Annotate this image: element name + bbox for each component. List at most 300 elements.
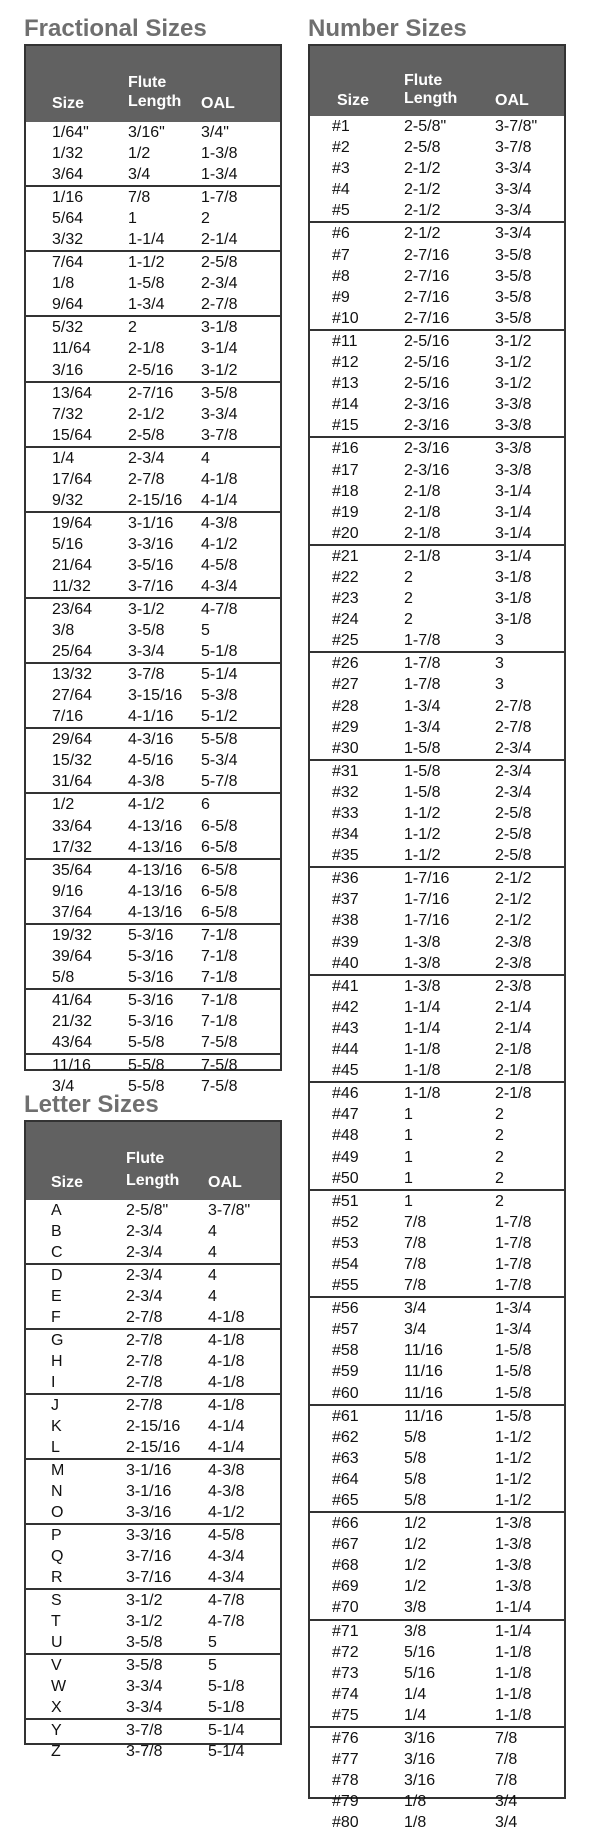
flute-length-cell: 4-5/16 (128, 752, 174, 770)
size-cell: #47 (332, 1106, 359, 1124)
flute-length-cell: 5-3/16 (128, 926, 174, 944)
table-row (310, 1513, 564, 1534)
flute-length-cell: 5/16 (404, 1643, 436, 1661)
flute-length-cell: 3-5/8 (128, 622, 165, 640)
size-cell: 43/64 (52, 1033, 93, 1051)
size-cell: 17/32 (52, 838, 93, 856)
oal-cell: 4-5/8 (208, 1527, 245, 1544)
table-row (26, 1525, 280, 1546)
oal-cell: 3-3/8 (495, 440, 532, 458)
size-cell: Z (51, 1743, 61, 1760)
table-row (26, 1372, 280, 1393)
size-cell: A (51, 1202, 62, 1219)
oal-cell: 3-1/8 (495, 568, 532, 586)
table-row (310, 438, 564, 459)
flute-length-cell: 5-3/16 (128, 968, 174, 986)
oal-cell: 1-7/8 (201, 189, 238, 207)
table-row (26, 1632, 280, 1653)
flute-length-cell: 1-5/8 (404, 762, 441, 780)
oal-cell: 1-7/8 (495, 1277, 532, 1295)
flute-length-cell: 5-3/16 (128, 991, 174, 1009)
flute-length-cell: 2-3/4 (126, 1267, 163, 1284)
flute-length-cell: 3-7/16 (128, 577, 174, 595)
oal-cell: 1-3/4 (495, 1321, 532, 1339)
oal-cell: 2-3/4 (495, 762, 532, 780)
oal-cell: 1-1/2 (495, 1428, 532, 1446)
size-cell: C (51, 1244, 63, 1261)
flute-length-cell: 5/8 (404, 1449, 427, 1467)
table-row (26, 1055, 280, 1076)
table-row (26, 1395, 280, 1416)
table-body (26, 1200, 280, 1762)
table-row (310, 1083, 564, 1104)
row-group (310, 653, 564, 760)
size-cell: #10 (332, 309, 359, 327)
oal-cell: 6-5/8 (201, 861, 238, 879)
flute-length-cell: 2-5/8" (126, 1202, 169, 1219)
table-row (26, 273, 280, 294)
header-flute-line2: Length (126, 1172, 180, 1189)
size-cell: 21/32 (52, 1012, 93, 1030)
table-row (26, 837, 280, 858)
size-cell: #67 (332, 1536, 359, 1554)
table-row (26, 143, 280, 164)
table-row (26, 122, 280, 143)
flute-length-cell: 2-3/4 (128, 449, 165, 467)
table-row (310, 953, 564, 974)
oal-cell: 5 (201, 622, 210, 640)
size-cell: 13/32 (52, 666, 93, 684)
flute-length-cell: 3-15/16 (128, 687, 183, 705)
table-row (310, 1361, 564, 1382)
size-cell: #56 (332, 1300, 359, 1318)
flute-length-cell: 3-3/4 (126, 1678, 163, 1695)
size-cell: #72 (332, 1643, 359, 1661)
table-row (310, 460, 564, 481)
flute-length-cell: 2-7/16 (404, 288, 450, 306)
table-row (310, 630, 564, 651)
oal-cell: 3-3/4 (201, 405, 238, 423)
flute-length-cell: 3-7/8 (126, 1722, 163, 1739)
size-cell: #7 (332, 246, 350, 264)
size-cell: 13/64 (52, 384, 93, 402)
table-row (310, 1254, 564, 1275)
size-cell: H (51, 1353, 63, 1370)
flute-length-cell: 2-5/16 (404, 375, 450, 393)
size-cell: #14 (332, 396, 359, 414)
oal-cell: 3-7/8 (495, 139, 532, 157)
size-cell: 19/64 (52, 514, 93, 532)
table-row (310, 1298, 564, 1319)
flute-length-cell: 4-13/16 (128, 861, 183, 879)
size-cell: 31/64 (52, 773, 93, 791)
table-row (26, 164, 280, 185)
oal-cell: 2 (495, 1169, 504, 1187)
size-cell: 11/64 (52, 340, 91, 358)
oal-cell: 5-1/4 (208, 1743, 245, 1760)
flute-length-cell: 3/4 (128, 166, 151, 184)
table-row (310, 373, 564, 394)
flute-length-cell: 2-1/8 (404, 503, 441, 521)
row-group (26, 990, 280, 1055)
table-row (26, 1676, 280, 1697)
size-cell: F (51, 1309, 61, 1326)
flute-length-cell: 4-13/16 (128, 882, 183, 900)
table-row (310, 266, 564, 287)
row-group (26, 729, 280, 794)
table-row (310, 245, 564, 266)
size-cell: L (51, 1439, 60, 1456)
fractional-sizes-table (24, 44, 282, 1096)
flute-length-cell: 3-3/4 (128, 643, 165, 661)
oal-cell: 1-5/8 (495, 1384, 532, 1402)
size-cell: #43 (332, 1019, 359, 1037)
flute-length-cell: 2-1/8 (128, 340, 165, 358)
size-cell: O (51, 1504, 64, 1521)
table-row (310, 889, 564, 910)
flute-length-cell: 1-3/8 (404, 933, 441, 951)
oal-cell: 6 (201, 796, 210, 814)
flute-length-cell: 2-5/16 (404, 354, 450, 372)
table-row (310, 1060, 564, 1081)
table-row (310, 1340, 564, 1361)
flute-length-cell: 1-3/4 (404, 718, 441, 736)
table-row (310, 997, 564, 1018)
oal-cell: 2-7/8 (495, 697, 532, 715)
flute-length-cell: 3/16" (128, 124, 165, 141)
size-cell: 1/4 (52, 449, 75, 467)
flute-length-cell: 2-7/8 (126, 1332, 163, 1349)
size-cell: #46 (332, 1085, 359, 1103)
size-cell: #11 (332, 332, 358, 350)
size-cell: #74 (332, 1685, 359, 1703)
size-cell: 3/8 (52, 622, 75, 640)
flute-length-cell: 3-7/16 (126, 1569, 172, 1586)
flute-length-cell: 1 (404, 1127, 413, 1145)
size-cell: #40 (332, 954, 359, 972)
flute-length-cell: 7/8 (404, 1255, 427, 1273)
flute-length-cell: 3/4 (404, 1321, 427, 1339)
size-cell: #16 (332, 440, 359, 458)
flute-length-cell: 11/16 (404, 1384, 443, 1402)
row-group (310, 438, 564, 545)
size-cell: #68 (332, 1557, 359, 1575)
size-cell: 7/16 (52, 708, 84, 726)
size-cell: Q (51, 1548, 64, 1565)
size-cell: 7/32 (52, 405, 84, 423)
table-row (310, 1233, 564, 1254)
flute-length-cell: 1-7/16 (404, 891, 450, 909)
table-row (310, 308, 564, 329)
flute-length-cell: 1-1/8 (404, 1085, 441, 1103)
oal-cell: 2-5/8 (495, 805, 532, 822)
header-oal: OAL (495, 92, 529, 109)
table-row (310, 481, 564, 502)
size-cell: J (51, 1397, 59, 1414)
oal-cell: 6-5/8 (201, 882, 238, 900)
flute-length-cell: 5-5/8 (128, 1057, 165, 1075)
table-row (26, 534, 280, 555)
size-cell: 7/64 (52, 254, 84, 272)
size-cell: #4 (332, 181, 350, 199)
size-cell: #25 (332, 632, 359, 650)
header-oal: OAL (201, 95, 235, 112)
flute-length-cell: 2-1/8 (404, 547, 441, 565)
size-cell: #77 (332, 1751, 359, 1769)
oal-cell: 5-1/2 (201, 708, 238, 726)
size-cell: 3/64 (52, 166, 84, 184)
flute-length-cell: 3-3/4 (126, 1699, 163, 1716)
size-cell: #50 (332, 1169, 359, 1187)
size-cell: 3/32 (52, 231, 84, 249)
letter-sizes-table (24, 1120, 282, 1760)
size-cell: D (51, 1267, 63, 1284)
oal-cell: 4-7/8 (201, 601, 238, 619)
oal-cell: 2-5/8 (495, 826, 532, 844)
flute-length-cell: 1-7/16 (404, 912, 450, 930)
size-cell: #3 (332, 160, 350, 178)
oal-cell: 5-3/4 (201, 752, 238, 770)
flute-length-cell: 2-3/16 (404, 440, 450, 458)
flute-length-cell: 2-5/8" (404, 118, 447, 135)
flute-length-cell: 2-1/2 (404, 202, 441, 220)
flute-length-cell: 2-1/2 (404, 160, 441, 178)
flute-length-cell: 3-7/16 (126, 1548, 172, 1565)
flute-length-cell: 5-3/16 (128, 1012, 174, 1030)
size-cell: #51 (332, 1192, 359, 1210)
oal-cell: 2-5/8 (201, 254, 238, 272)
table-row (310, 696, 564, 717)
size-cell: 1/16 (52, 189, 84, 207)
table-row (26, 252, 280, 273)
flute-length-cell: 2-7/16 (128, 384, 174, 402)
row-group (310, 1728, 564, 1833)
size-cell: 9/16 (52, 882, 84, 900)
table-row (26, 294, 280, 315)
flute-length-cell: 3-3/16 (126, 1504, 172, 1521)
flute-length-cell: 2-1/2 (404, 225, 441, 243)
flute-length-cell: 1-1/2 (128, 254, 165, 272)
oal-cell: 3-7/8" (495, 118, 538, 135)
row-group (26, 1655, 280, 1720)
oal-cell: 2-3/8 (495, 933, 532, 951)
table-row (26, 946, 280, 967)
oal-cell: 6-5/8 (201, 817, 238, 835)
table-row (26, 555, 280, 576)
size-cell: 37/64 (52, 903, 93, 921)
oal-cell: 3-1/4 (201, 340, 238, 358)
size-cell: #23 (332, 590, 359, 608)
oal-cell: 3-7/8" (208, 1202, 251, 1219)
table-row (310, 1168, 564, 1189)
oal-cell: 3-1/8 (495, 611, 532, 629)
table-row (310, 609, 564, 630)
oal-cell: 2-7/8 (495, 718, 532, 736)
size-cell: #22 (332, 568, 359, 586)
oal-cell: 2-1/2 (495, 870, 532, 888)
oal-cell: 7-1/8 (201, 947, 238, 965)
table-row (310, 717, 564, 738)
oal-cell: 4-1/8 (201, 470, 238, 488)
table-row (26, 902, 280, 923)
flute-length-cell: 1 (404, 1169, 413, 1187)
size-cell: #24 (332, 611, 359, 629)
oal-cell: 3-1/4 (495, 482, 532, 500)
size-cell: #42 (332, 998, 359, 1016)
size-cell: B (51, 1223, 62, 1240)
letter-title: Letter Sizes (24, 1091, 159, 1118)
flute-length-cell: 2-3/4 (126, 1288, 163, 1305)
size-cell: #8 (332, 267, 350, 285)
row-group (310, 1621, 564, 1728)
table-row (26, 1460, 280, 1481)
oal-cell: 3 (495, 632, 504, 650)
flute-length-cell: 2-3/4 (126, 1223, 163, 1240)
flute-length-cell: 2-7/8 (128, 470, 165, 488)
size-cell: U (51, 1634, 63, 1651)
flute-length-cell: 2-7/8 (126, 1309, 163, 1326)
size-cell: #27 (332, 676, 359, 694)
flute-length-cell: 2-7/16 (404, 309, 450, 327)
flute-length-cell: 2-3/4 (126, 1244, 163, 1261)
flute-length-cell: 11/16 (404, 1363, 443, 1381)
size-cell: W (51, 1678, 67, 1695)
oal-cell: 5-1/8 (208, 1678, 245, 1695)
flute-length-cell: 3/8 (404, 1622, 427, 1640)
row-group (310, 546, 564, 653)
table-row (26, 1437, 280, 1458)
oal-cell: 3-5/8 (495, 288, 532, 306)
row-group (310, 1513, 564, 1620)
oal-cell: 3-5/8 (495, 267, 532, 285)
table-row (310, 523, 564, 544)
oal-cell: 4-1/4 (208, 1439, 245, 1456)
row-group (26, 317, 280, 382)
table-row (310, 1749, 564, 1770)
table-row (310, 674, 564, 695)
size-cell: #12 (332, 354, 359, 372)
row-group (26, 383, 280, 448)
size-cell: #32 (332, 783, 359, 801)
oal-cell: 3-1/2 (495, 332, 532, 350)
oal-cell: 5-1/4 (201, 666, 238, 684)
oal-cell: 4-3/8 (208, 1462, 245, 1479)
flute-length-cell: 4-3/16 (128, 731, 174, 749)
flute-length-cell: 2-1/2 (128, 405, 165, 423)
table-row (310, 1597, 564, 1618)
oal-cell: 4-1/2 (201, 535, 238, 553)
flute-length-cell: 2-5/16 (128, 361, 174, 379)
flute-length-cell: 2-3/16 (404, 461, 450, 479)
size-cell: #80 (332, 1814, 359, 1832)
table-row (26, 1481, 280, 1502)
table-header (310, 46, 564, 116)
size-cell: M (51, 1462, 65, 1479)
size-cell: #6 (332, 225, 350, 243)
oal-cell: 2-3/8 (495, 977, 532, 995)
header-flute-line1: Flute (128, 74, 167, 91)
size-cell: V (51, 1657, 62, 1674)
row-group (26, 122, 280, 187)
flute-length-cell: 3-3/16 (126, 1527, 172, 1544)
table-row (310, 1191, 564, 1212)
table-row (310, 1576, 564, 1597)
size-cell: 41/64 (52, 991, 93, 1009)
flute-length-cell: 4-13/16 (128, 838, 183, 856)
flute-length-cell: 2-1/8 (404, 482, 441, 500)
row-group (26, 1200, 280, 1265)
oal-cell: 1-1/2 (495, 1449, 532, 1467)
row-group (310, 331, 564, 438)
flute-length-cell: 11/16 (404, 1342, 443, 1360)
oal-cell: 1-1/2 (495, 1470, 532, 1488)
oal-cell: 7/8 (495, 1751, 518, 1769)
row-group (310, 1406, 564, 1513)
flute-length-cell: 2-5/16 (404, 332, 450, 350)
table-row (310, 1621, 564, 1642)
size-cell: #41 (332, 977, 359, 995)
table-row (310, 1406, 564, 1427)
size-cell: #60 (332, 1384, 359, 1402)
flute-length-cell: 1 (404, 1148, 413, 1166)
oal-cell: 1-5/8 (495, 1342, 532, 1360)
table-row (26, 338, 280, 359)
oal-cell: 2-7/8 (201, 296, 238, 314)
table-row (310, 976, 564, 997)
flute-length-cell: 2-3/16 (404, 396, 450, 414)
oal-cell: 2 (495, 1106, 504, 1124)
flute-length-cell: 3-1/2 (126, 1613, 163, 1630)
table-row (310, 910, 564, 931)
flute-length-cell: 3-1/16 (128, 514, 174, 532)
table-row (26, 925, 280, 946)
table-row (310, 200, 564, 221)
table-row (26, 641, 280, 662)
oal-cell: 2 (201, 210, 210, 228)
oal-cell: 3/4 (495, 1814, 518, 1832)
size-cell: #20 (332, 524, 359, 542)
oal-cell: 4-3/4 (208, 1569, 245, 1586)
flute-length-cell: 2 (128, 319, 137, 337)
size-cell: 21/64 (52, 556, 93, 574)
oal-cell: 4-3/4 (208, 1548, 245, 1565)
size-cell: #13 (332, 375, 359, 393)
oal-cell: 2-1/4 (495, 1019, 532, 1037)
header-flute-line1: Flute (126, 1150, 165, 1167)
oal-cell: 1-3/8 (495, 1557, 532, 1575)
flute-length-cell: 5-3/16 (128, 947, 174, 965)
oal-cell: 7-1/8 (201, 991, 238, 1009)
table-row (310, 1555, 564, 1576)
size-cell: #2 (332, 139, 350, 157)
table-row (310, 1469, 564, 1490)
size-cell: #53 (332, 1234, 359, 1252)
table-body (310, 116, 564, 1834)
row-group (310, 1083, 564, 1190)
table-row (310, 1642, 564, 1663)
oal-cell: 7-5/8 (201, 1033, 238, 1051)
flute-length-cell: 1-1/8 (404, 1041, 441, 1059)
table-row (26, 794, 280, 815)
table-row (310, 331, 564, 352)
oal-cell: 3-1/8 (201, 319, 238, 337)
table-row (26, 967, 280, 988)
oal-cell: 1-1/4 (495, 1622, 532, 1640)
oal-cell: 4-1/8 (208, 1397, 245, 1414)
oal-cell: 1-3/8 (201, 145, 238, 163)
size-cell: K (51, 1418, 62, 1435)
row-group (26, 252, 280, 317)
